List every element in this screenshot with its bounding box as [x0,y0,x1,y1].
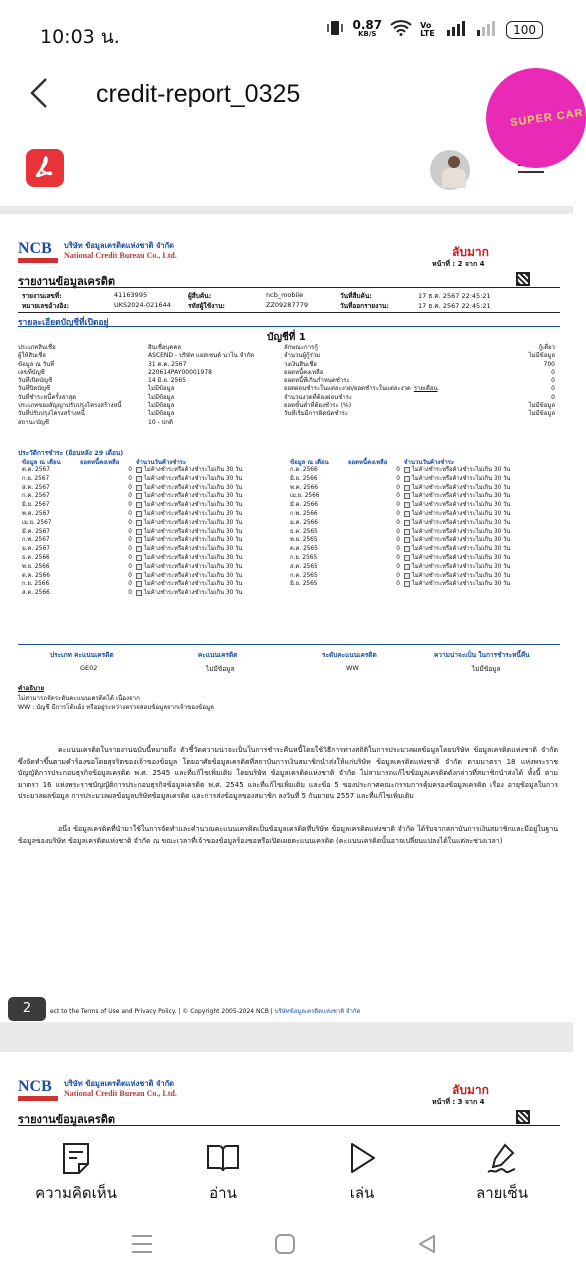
score-value: ไม่มีข้อมูล [206,665,235,673]
history-balance: 0 [128,572,132,579]
info-line: ยอดผ่อนชำระในแต่ละงวด/ยอดชำระในแต่ละงวด รายเดือน [284,385,438,393]
account-info-values [148,344,254,427]
disclaimer-paragraph: คะแนนเครดิตในรายงานฉบับนี้หมายถึง ตัวชี้วัดความน่าจะเป็นในการชำระคืนหนี้โดยใช้วิธีการทางสถิติในการประมวลผลข้อมูลโดยบริษัท ข้อมูลเครดิตแห่งชาติ จำกัด ซึ่งจัดทำขึ้นตามคำร้องขอโดยสุจริตของเจ้าของข้อมูล โดยอาศัยข้อมูลเครดิตที่สถาบันการเงินสมาชิกนำส่งให้แก่บริษัท ข้อมูลเครดิตแห่งชาติ จำกัด ตามมาตรา 18 แห่งพระราชบัญญัติการประกอบธุรกิจข้อมูลเครดิต พ.ศ. 2545 และที่แก้ไขเพิ่มเติม โดยบริษัท ข้อมูลเครดิตแห่งชาติ จำกัด ไม่สามารถแก้ไขข้อมูลเครดิตดังกล่าวที่สมาชิกนำส่งได้ ทั้งนี้ ตามมาตรา 16 แห่งพระราชบัญญัติการประกอบธุรกิจข้อมูลเครดิต พ.ศ. 2545 และที่แก้ไขเพิ่มเติม และข้อ 5 ของประกาศคณะกรรมการคุ้มครองข้อมูลเครดิต เรื่อง อายุข้อมูลในการประมวลผลข้อมูล การประมวลผลข้อมูลบริษัทข้อมูลเครดิต และการส่งข้อมูลของสมาชิก ลงวันที่ 5 กันยายน 2557 และที่แก้ไขเพิ่มเติม [18,746,558,800]
company-th: บริษัท ข้อมูลเครดิตแห่งชาติ จำกัด [64,241,175,250]
history-status: ไม่ค้างชำระหรือค้างชำระไม่เกิน 30 วัน [144,572,243,579]
history-month: ก.ค. 2565 [290,572,318,579]
installment-frequency-link[interactable]: รายเดือน [413,385,438,393]
status-checkbox [136,529,142,535]
account-title: บัญชีที่ 1 [267,332,306,343]
logo-text: NCB [18,240,52,257]
play-label: เล่น [349,1184,375,1202]
history-month: ก.พ. 2566 [290,510,318,517]
status-checkbox [136,511,142,517]
status-checkbox [404,467,410,473]
history-balance: 0 [128,537,132,544]
history-balance: 0 [128,467,132,473]
history-balance: 0 [128,519,132,526]
status-checkbox [136,590,142,596]
account-info-labels-right [284,344,438,419]
info-line: จำนวนผู้กู้ร่วม [284,352,321,360]
history-balance: 0 [128,493,132,500]
status-checkbox [404,537,410,543]
history-status: ไม่ค้างชำระหรือค้างชำระไม่เกิน 30 วัน [412,563,511,570]
history-status: ไม่ค้างชำระหรือค้างชำระไม่เกิน 30 วัน [144,554,243,561]
score-level-value: WW [346,664,359,672]
status-checkbox [404,529,410,535]
history-month: ส.ค. 2565 [290,563,318,570]
history-status: ไม่ค้างชำระหรือค้างชำระไม่เกิน 30 วัน [144,563,243,570]
company-en: National Credit Bureau Co., Ltd. [64,1089,177,1098]
account-info-labels [18,344,122,427]
history-balance: 0 [396,467,400,473]
info-line: ประเภทของสัญญาปรับปรุงโครงสร้างหนี้ [18,402,122,410]
footer-link[interactable]: บริษัทข้อมูลเครดิตแห่งชาติ จำกัด [274,1008,361,1015]
history-month: เม.ย. 2566 [290,493,320,500]
history-month: ก.พ. 2567 [22,537,50,544]
info-line: ไม่มีข้อมูล [148,402,175,410]
info-line: ไม่มีข้อมูล [148,410,175,418]
history-status: ไม่ค้างชำระหรือค้างชำระไม่เกิน 30 วัน [412,528,511,535]
meta-label: วันที่ออกรายงาน: [340,302,389,310]
history-header-month: ข้อมูล ณ เดือน [22,459,61,466]
info-line: จำนวนงวดที่ต้องผ่อนชำระ [284,393,353,401]
history-status: ไม่ค้างชำระหรือค้างชำระไม่เกิน 30 วัน [412,484,511,491]
info-line: วันที่เริ่มมีการผิดนัดชำระ [284,410,349,418]
info-line: ไม่มีข้อมูล [528,402,555,410]
info-line: ประเภทสินเชื่อ [18,344,56,351]
meta-value: 41163995 [114,291,148,299]
history-balance: 0 [128,581,132,588]
history-month: ก.ค. 2566 [290,467,318,473]
bottom-action-bar [0,1127,573,1225]
section-title: รายละเอียดบัญชีที่เปิดอยู่ [18,318,109,328]
status-checkbox [136,502,142,508]
company-en: National Credit Bureau Co., Ltd. [64,251,177,260]
pdf-page [0,214,573,1022]
notes-title: คำอธิบาย [18,685,45,692]
recents-nav-icon[interactable] [130,1233,154,1261]
note-line: ไม่สามารถจัดระดับคะแนนเครดิตได้ เนื่องจาก [18,694,140,702]
info-line: เลขที่บัญชี [18,368,45,376]
info-line: ยอดหนี้ที่เกินกำหนดชำระ [284,377,350,385]
info-line: ไม่มีข้อมูล [148,393,175,401]
history-balance: 0 [396,572,400,579]
sign-label: ลายเซ็น [476,1184,528,1202]
info-line: 10 - ปกติ [148,418,173,426]
floating-badge[interactable] [486,68,586,168]
history-month: เม.ย. 2567 [22,519,52,526]
history-month: ส.ค. 2566 [22,590,50,597]
company-name [64,1079,177,1099]
status-checkbox [404,555,410,561]
status-checkbox [404,573,410,579]
signal-icon [446,20,468,39]
history-month: ต.ค. 2567 [22,467,50,473]
qr-code [516,1110,530,1124]
status-checkbox [136,493,142,499]
status-checkbox [404,564,410,570]
history-status: ไม่ค้างชำระหรือค้างชำระไม่เกิน 30 วัน [144,475,243,482]
status-icons [326,17,543,39]
status-bar [0,0,573,62]
note-line: WW : บัญชี มีการโต้แย้ง หรืออยู่ระหว่างตรวจสอบข้อมูลจากเจ้าของข้อมูล [18,704,214,711]
home-nav-icon[interactable] [274,1233,296,1261]
book-icon [206,1141,240,1175]
history-balance: 0 [128,475,132,482]
history-balance: 0 [396,537,400,544]
confidential-label: ลับมาก [452,245,489,259]
history-status: ไม่ค้างชำระหรือค้างชำระไม่เกิน 30 วัน [144,537,243,544]
history-balance: 0 [396,510,400,517]
network-speed [352,17,383,39]
history-balance: 0 [396,546,400,553]
status-checkbox [404,546,410,552]
history-month: มิ.ย. 2565 [290,581,318,588]
history-balance: 0 [128,590,132,597]
history-status: ไม่ค้างชำระหรือค้างชำระไม่เกิน 30 วัน [412,502,511,509]
info-line: วงเงินสินเชื่อ [284,360,317,368]
history-status: ไม่ค้างชำระหรือค้างชำระไม่เกิน 30 วัน [144,502,243,509]
status-checkbox [404,581,410,587]
info-line: ASCEND - บริษัท แอสเซนด์ นาโน จำกัด [148,352,255,360]
history-status: ไม่ค้างชำระหรือค้างชำระไม่เกิน 30 วัน [412,537,511,544]
meta-label: รายงานเลขที่: [22,292,62,300]
info-line: ผู้ให้สินเชื่อ [18,352,46,360]
chevron-left-icon [28,76,50,110]
history-balance: 0 [128,528,132,535]
score-header-type: ประเภท คะแนนเครดิต [50,651,114,659]
qr-code [516,272,530,286]
history-status: ไม่ค้างชำระหรือค้างชำระไม่เกิน 30 วัน [144,467,243,473]
info-line: 220614PAY00001978 [148,368,212,376]
history-month: พ.ย. 2565 [290,537,318,544]
ncb-logo [18,241,58,265]
status-checkbox [404,502,410,508]
pdf-page-next [0,1052,573,1132]
history-status: ไม่ค้างชำระหรือค้างชำระไม่เกิน 30 วัน [412,554,511,561]
meta-label: หมายเลขอ้างอิง: [22,302,70,310]
info-line: 0 [551,393,555,401]
info-line: ไม่มีข้อมูล [148,385,175,393]
history-status: ไม่ค้างชำระหรือค้างชำระไม่เกิน 30 วัน [412,581,511,588]
speed-value: 0.87 [352,17,383,32]
avatar[interactable] [430,150,470,190]
comment-button[interactable] [16,1141,136,1205]
battery-indicator: 100 [506,21,543,39]
history-title: ประวัติการชำระ (ย้อนหลัง 29 เดือน) [18,449,124,457]
report-title: รายงานข้อมูลเครดิต [18,1113,116,1126]
pdf-viewer[interactable] [0,207,573,1127]
comment-icon [60,1141,92,1175]
status-checkbox [136,467,142,473]
history-balance: 0 [128,510,132,517]
status-checkbox [404,476,410,482]
history-month: มิ.ย. 2566 [290,475,318,482]
history-status: ไม่ค้างชำระหรือค้างชำระไม่เกิน 30 วัน [144,590,243,597]
history-status: ไม่ค้างชำระหรือค้างชำระไม่เกิน 30 วัน [412,572,511,579]
history-status: ไม่ค้างชำระหรือค้างชำระไม่เกิน 30 วัน [412,467,511,473]
history-month: ก.ย. 2566 [22,581,50,588]
document-title: credit-report_0325 [96,80,301,108]
meta-value: UKS2024-021644 [114,301,171,309]
meta-value: ncb_mobile [266,291,304,299]
history-balance: 0 [128,554,132,561]
history-month: พ.ค. 2567 [22,510,50,517]
system-nav-bar [0,1225,573,1280]
history-balance: 0 [396,563,400,570]
info-line: วันที่เปิดบัญชี [18,377,53,385]
history-status: ไม่ค้างชำระหรือค้างชำระไม่เกิน 30 วัน [144,528,243,535]
play-button[interactable] [302,1141,422,1205]
score-header-probability: ความน่าจะเป็น ในการชำระหนี้คืน [434,651,530,659]
status-checkbox [404,520,410,526]
history-status: ไม่ค้างชำระหรือค้างชำระไม่เกิน 30 วัน [412,475,511,482]
history-header-overdue-2: จำนวนวันค้างชำระ [404,459,455,466]
badge-text: SUPER CAR [509,106,585,130]
report-meta [18,287,560,313]
confidential-label: ลับมาก [452,1083,489,1097]
history-month: ม.ค. 2566 [290,519,318,526]
viewer-toolbar [0,132,573,207]
info-line: ไม่มีข้อมูล [528,352,555,360]
info-line: ยอดหนี้คงเหลือ [284,368,324,376]
history-status: ไม่ค้างชำระหรือค้างชำระไม่เกิน 30 วัน [144,493,243,500]
history-month: ส.ค. 2567 [22,484,50,491]
history-balance: 0 [128,502,132,509]
back-button[interactable] [28,76,50,118]
info-line: 31 ต.ค. 2567 [148,360,187,368]
history-header-month-2: ข้อมูล ณ เดือน [290,459,329,466]
info-line: 0 [551,385,555,393]
status-checkbox [404,493,410,499]
info-line: 700 [543,360,555,368]
history-month: ธ.ค. 2566 [22,554,50,561]
comment-label: ความคิดเห็น [35,1184,117,1202]
history-month: ธ.ค. 2565 [290,528,318,535]
history-balance: 0 [396,493,400,500]
page-indicator: 2 [8,997,46,1021]
info-line: กู้เดี่ยว [538,344,555,351]
history-balance: 0 [396,484,400,491]
page-number: หน้าที่ : 2 จาก 4 [432,260,485,268]
read-label: อ่าน [209,1184,237,1202]
status-checkbox [136,573,142,579]
disclaimer-paragraph-2: อนึ่ง ข้อมูลเครดิตที่นำมาใช้ในการจัดทำและคำนวณคะแนนเครดิตเป็นข้อมูลเครดิตที่บริษัท ข้อมูลเครดิตแห่งชาติ จำกัด ได้รับจากสถาบันการเงินสมาชิกและมีอยู่ในฐานข้อมูลของบริษัท ข้อมูลเครดิตแห่งชาติ จำกัด ณ ขณะเวลาที่เจ้าของข้อมูลร้องขอหรือเปิดเผยคะแนนเครดิต (คะแนนเครดิตนั้นอาจเปลี่ยนแปลงได้ในแต่ละช่วงเวลา) [18,825,558,845]
history-header-balance: ยอดหนี้คงเหลือ [80,459,120,466]
meta-label: วันที่สืบค้น: [340,292,372,300]
history-balance: 0 [396,475,400,482]
pdf-app-icon[interactable] [26,149,64,187]
volte-icon: Vo LTE [420,20,435,38]
history-balance: 0 [396,519,400,526]
info-line: วันที่ชำระหนี้ครั้งล่าสุด [18,393,77,401]
meta-value: 17 ธ.ค. 2567 22:45:21 [418,292,491,300]
status-checkbox [136,564,142,570]
history-month: ต.ค. 2565 [290,546,318,553]
history-status: ไม่ค้างชำระหรือค้างชำระไม่เกิน 30 วัน [412,546,511,553]
history-header-balance-2: ยอดหนี้คงเหลือ [348,459,388,466]
meta-value: ZZ09287779 [266,301,308,309]
ncb-logo [18,1079,58,1103]
wifi-icon [390,20,412,39]
read-button[interactable] [163,1141,283,1205]
history-month: ก.ค. 2567 [22,493,50,500]
history-month: มี.ค. 2566 [290,502,318,509]
info-line: วันที่ปิดบัญชี [18,385,51,393]
info-line: 0 [551,377,555,385]
meta-value: 17 ธ.ค. 2567 22:45:21 [418,302,491,310]
score-header-level: ระดับคะแนนเครดิต [322,651,377,659]
history-month: ก.ย. 2567 [22,475,50,482]
status-checkbox [136,485,142,491]
company-th: บริษัท ข้อมูลเครดิตแห่งชาติ จำกัด [64,1079,175,1088]
logo-text: NCB [18,1078,52,1095]
history-status: ไม่ค้างชำระหรือค้างชำระไม่เกิน 30 วัน [412,493,511,500]
history-status: ไม่ค้างชำระหรือค้างชำระไม่เกิน 30 วัน [412,510,511,517]
meta-label: ผู้สืบค้น: [188,292,212,300]
signature-icon [485,1141,519,1175]
info-line: สินเชื่อบุคคล [148,344,182,351]
info-line: 0 [551,368,555,376]
vibrate-icon [326,20,344,39]
history-balance: 0 [396,554,400,561]
history-balance: 0 [128,563,132,570]
history-balance: 0 [396,502,400,509]
account-info-values-right [529,344,555,419]
sign-button[interactable] [442,1141,562,1205]
history-status: ไม่ค้างชำระหรือค้างชำระไม่เกิน 30 วัน [144,546,243,553]
info-line: สถานะบัญชี [18,418,49,426]
status-checkbox [136,476,142,482]
status-checkbox [404,511,410,517]
clock: 10:03 น. [40,26,120,48]
status-checkbox [136,581,142,587]
info-line: วันที่ปรับปรุงโครงสร้างหนี้ [18,410,85,418]
status-checkbox [136,537,142,543]
history-status: ไม่ค้างชำระหรือค้างชำระไม่เกิน 30 วัน [144,519,243,526]
company-name [64,241,177,261]
history-balance: 0 [396,581,400,588]
history-status: ไม่ค้างชำระหรือค้างชำระไม่เกิน 30 วัน [144,510,243,517]
score-header-score: คะแนนเครดิต [198,651,238,659]
history-status: ไม่ค้างชำระหรือค้างชำระไม่เกิน 30 วัน [144,484,243,491]
info-line: ข้อมูล ณ วันที่ [18,360,55,368]
info-line: 14 มิ.ย. 2565 [148,377,187,385]
history-month: ต.ค. 2566 [22,572,50,579]
footer-text: ect to the Terms of Use and Privacy Policy. | © Copyright 2005-2024 NCB | [50,1008,273,1015]
history-header-overdue: จำนวนวันค้างชำระ [136,459,187,466]
page-footer [50,1006,360,1016]
history-month: มี.ค. 2567 [22,528,50,535]
status-checkbox [136,520,142,526]
speed-unit: KB/S [358,29,377,38]
history-month: ก.ย. 2565 [290,554,318,561]
play-icon [347,1141,377,1175]
history-month: มิ.ย. 2567 [22,502,50,509]
page-number: หน้าที่ : 3 จาก 4 [432,1098,485,1106]
signal-icon-2 [476,20,498,39]
notes [18,684,558,713]
history-balance: 0 [128,484,132,491]
score-probability-value: ไม่มีข้อมูล [472,665,501,673]
history-status: ไม่ค้างชำระหรือค้างชำระไม่เกิน 30 วัน [144,581,243,588]
report-title: รายงานข้อมูลเครดิต [18,275,116,288]
history-month: ม.ค. 2567 [22,546,50,553]
status-checkbox [404,485,410,491]
status-checkbox [136,555,142,561]
info-line: ยอดขั้นต่ำที่ต้องชำระ (%) [284,402,352,410]
back-nav-icon[interactable] [416,1233,438,1261]
history-month: พ.ย. 2566 [22,563,50,570]
info-line: ไม่มีข้อมูล [528,410,555,418]
status-checkbox [136,546,142,552]
history-balance: 0 [128,546,132,553]
history-balance: 0 [396,528,400,535]
history-status: ไม่ค้างชำระหรือค้างชำระไม่เกิน 30 วัน [412,519,511,526]
info-line: ลักษณะการกู้ [284,344,318,351]
score-type-value: GE02 [80,664,98,672]
meta-label: รหัสผู้ใช้งาน: [188,302,226,310]
history-month: พ.ค. 2566 [290,484,318,491]
